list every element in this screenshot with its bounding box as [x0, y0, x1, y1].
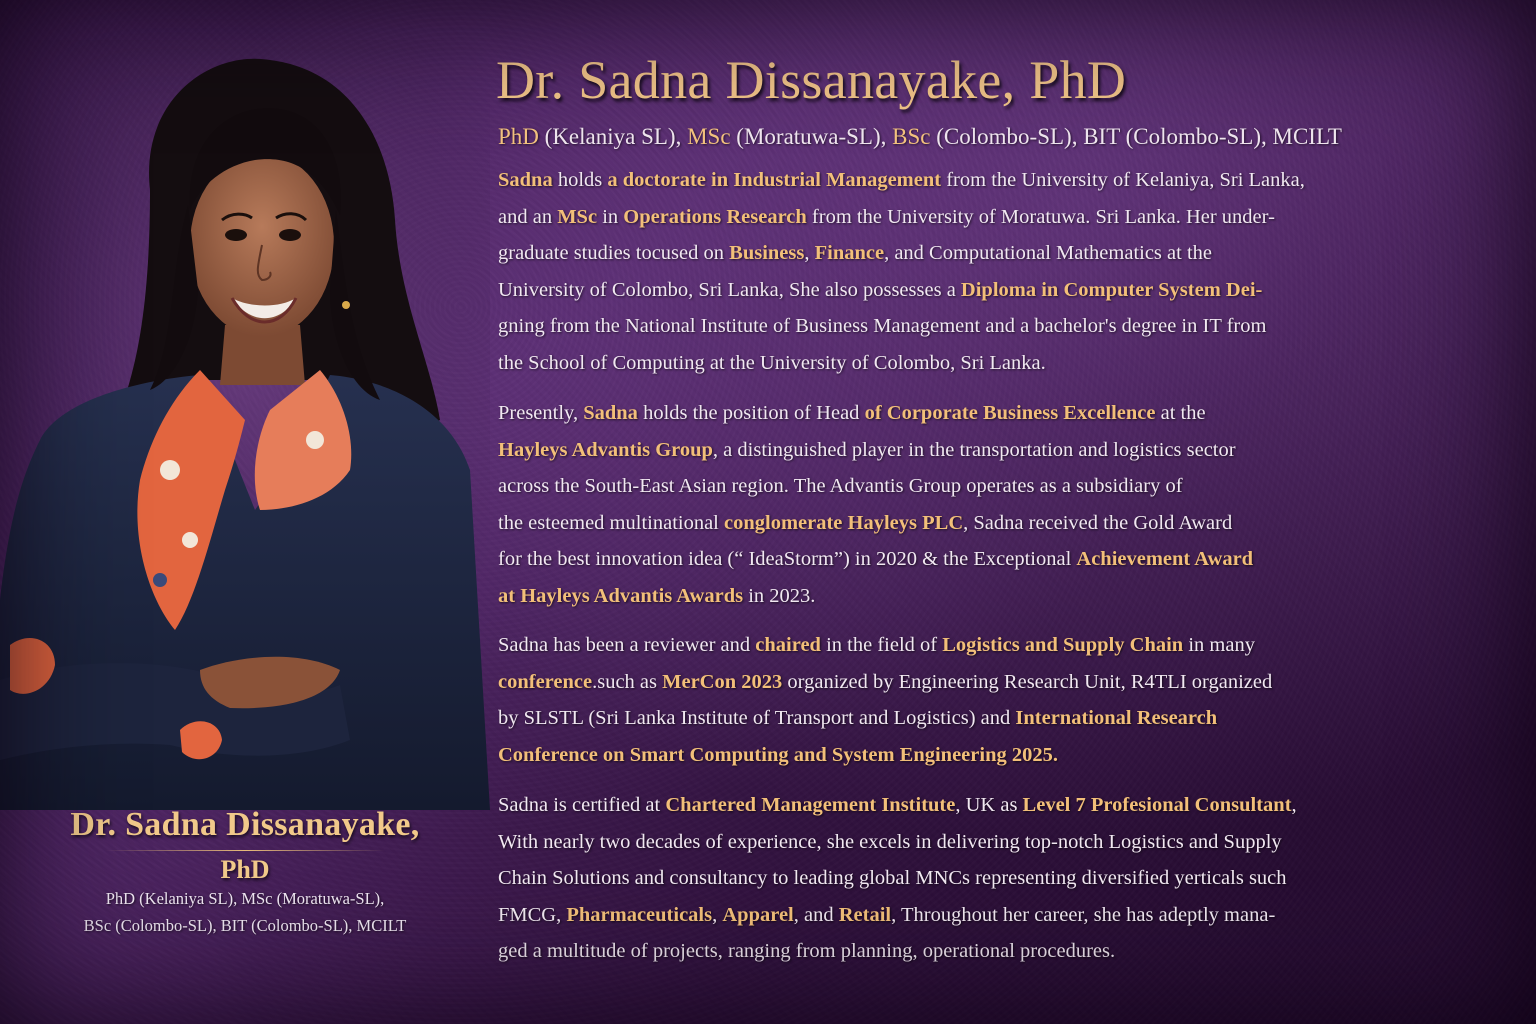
- highlighted-phrase: Operations Research: [623, 205, 807, 228]
- degree-highlight: MSc: [687, 124, 731, 149]
- degree-highlight: PhD: [498, 124, 539, 149]
- text-line: [498, 664, 1506, 701]
- highlighted-phrase: Finance: [814, 242, 885, 264]
- text-line: [498, 272, 1506, 309]
- body-text: from the University of Kelaniya, Sri Lanka,: [941, 169, 1305, 191]
- highlighted-phrase: chaired: [755, 634, 821, 656]
- highlighted-phrase: at Hayleys Advantis Awards: [498, 584, 744, 607]
- body-text: from the University of Moratuwa. Sri Lanka. Her under-: [806, 205, 1275, 228]
- caption-suffix: PhD: [220, 855, 270, 884]
- highlighted-phrase: of Corporate Business Excellence: [864, 402, 1156, 424]
- caption-divider: [105, 850, 385, 851]
- text-line: [498, 541, 1506, 578]
- highlighted-phrase: Retail: [838, 903, 892, 926]
- body-text: graduate studies tocused on: [498, 242, 730, 264]
- text-line: [498, 199, 1506, 236]
- degree-text: (Moratuwa-SL),: [730, 124, 893, 149]
- text-line: [498, 235, 1506, 272]
- body-text: the School of Computing at the University of Colombo, Sri Lanka.: [498, 351, 1046, 374]
- highlighted-phrase: conglomerate Hayleys PLC: [724, 511, 964, 534]
- text-line: [498, 897, 1506, 934]
- text-line: [498, 162, 1506, 199]
- highlighted-phrase: MerCon 2023: [662, 670, 783, 693]
- body-text: ,: [1291, 794, 1297, 816]
- text-line: [498, 824, 1506, 861]
- highlighted-phrase: MSc: [557, 205, 598, 228]
- text-line: [498, 578, 1506, 615]
- body-text: University of Colombo, Sri Lanka, She also possesses a: [498, 278, 961, 301]
- body-text: With nearly two decades of experience, she excels in delivering top-notch Logistics and Supply: [498, 830, 1282, 853]
- highlighted-phrase: International Research: [1015, 707, 1218, 729]
- bio-paragraph-conferences: [498, 627, 1506, 773]
- body-text: , Throughout her career, she has adeptly mana-: [891, 903, 1276, 926]
- body-text: for the best innovation idea (“ IdeaStorm”) in 2020 & the Exceptional: [498, 548, 1077, 570]
- body-text: Presently,: [498, 402, 584, 424]
- highlighted-phrase: Apparel: [722, 903, 794, 926]
- body-text: in many: [1183, 634, 1255, 656]
- body-text: .such as: [592, 670, 663, 693]
- highlighted-phrase: a doctorate in Industrial Management: [607, 169, 942, 191]
- text-line: [498, 308, 1506, 345]
- body-text: , and Computational Mathematics at the: [884, 242, 1212, 264]
- body-text: Chain Solutions and consultancy to leading global MNCs representing diversified yerticals such: [498, 867, 1287, 889]
- body-text: holds: [552, 169, 608, 191]
- degree-text: (Colombo-SL), BIT (Colombo-SL), MCILT: [930, 124, 1342, 149]
- text-line: [498, 860, 1506, 897]
- body-text: , Sadna received the Gold Award: [963, 511, 1233, 534]
- body-text: gning from the National Institute of Business Management and a bachelor's degree in IT from: [498, 315, 1267, 337]
- text-line: [498, 395, 1506, 432]
- degree-text: (Kelaniya SL),: [538, 124, 688, 149]
- highlighted-phrase: Diploma in Computer System Dei-: [960, 278, 1263, 301]
- portrait-caption: [20, 806, 470, 939]
- body-text: , a distinguished player in the transportation and logistics sector: [712, 438, 1236, 461]
- highlighted-phrase: Business: [729, 242, 805, 264]
- highlighted-phrase: Conference on Smart Computing and System Engineering 2025.: [498, 743, 1058, 766]
- body-text: , and: [793, 903, 839, 926]
- body-text: at the: [1155, 402, 1206, 424]
- text-line: [498, 700, 1506, 737]
- caption-degrees-line-1: PhD (Kelaniya SL), MSc (Moratuwa-SL),: [105, 889, 385, 908]
- body-text: in the field of: [820, 634, 943, 656]
- body-text: in: [597, 205, 624, 228]
- highlighted-phrase: Hayleys Advantis Group: [498, 438, 713, 461]
- highlighted-phrase: Achievement Award: [1076, 548, 1254, 570]
- body-text: , UK as: [955, 794, 1023, 816]
- highlighted-phrase: Sadna: [583, 402, 638, 424]
- body-text: and an: [498, 205, 558, 228]
- text-line: [498, 345, 1506, 382]
- degree-highlight: BSc: [892, 124, 931, 149]
- text-line: [498, 933, 1506, 970]
- highlighted-phrase: Level 7 Profesional Consultant: [1022, 794, 1292, 816]
- highlighted-phrase: Logistics and Supply Chain: [942, 634, 1184, 656]
- caption-degrees-line-2: BSc (Colombo-SL), BIT (Colombo-SL), MCILT: [83, 916, 407, 935]
- caption-name: Dr. Sadna Dissanayake,: [70, 806, 420, 843]
- bio-paragraph-education: [498, 162, 1506, 381]
- body-text: holds the position of Head: [637, 402, 865, 424]
- text-line: [498, 468, 1506, 505]
- highlighted-phrase: Chartered Management Institute: [665, 794, 956, 816]
- highlighted-phrase: Sadna: [498, 169, 553, 191]
- page-title: Dr. Sadna Dissanayake, PhD: [496, 50, 1127, 110]
- portrait-photo: [0, 40, 490, 810]
- bio-paragraph-certification: [498, 787, 1506, 970]
- text-line: [498, 627, 1506, 664]
- text-line: [498, 737, 1506, 774]
- body-text: the esteemed multinational: [498, 511, 725, 534]
- body-text: ,: [712, 903, 723, 926]
- body-text: Sadna has been a reviewer and: [498, 634, 756, 656]
- text-line: [498, 787, 1506, 824]
- body-text: FMCG,: [498, 903, 567, 926]
- text-line: [498, 505, 1506, 542]
- body-text: in 2023.: [743, 584, 816, 607]
- highlighted-phrase: Pharmaceuticals: [566, 903, 713, 926]
- highlighted-phrase: conference: [498, 670, 593, 693]
- body-text: Sadna is certified at: [498, 794, 666, 816]
- text-line: [498, 432, 1506, 469]
- bio-panel: [496, 48, 1506, 970]
- body-text: by SLSTL (Sri Lanka Institute of Transport and Logistics) and: [498, 707, 1016, 729]
- bio-paragraph-position: [498, 395, 1506, 614]
- body-text: ged a multitude of projects, ranging from planning, operational procedures.: [498, 940, 1116, 962]
- body-text: organized by Engineering Research Unit, R4TLI organized: [782, 670, 1273, 693]
- body-text: across the South-East Asian region. The Advantis Group operates as a subsidiary of: [498, 475, 1183, 497]
- body-text: ,: [804, 242, 815, 264]
- degrees-line: [498, 124, 1506, 150]
